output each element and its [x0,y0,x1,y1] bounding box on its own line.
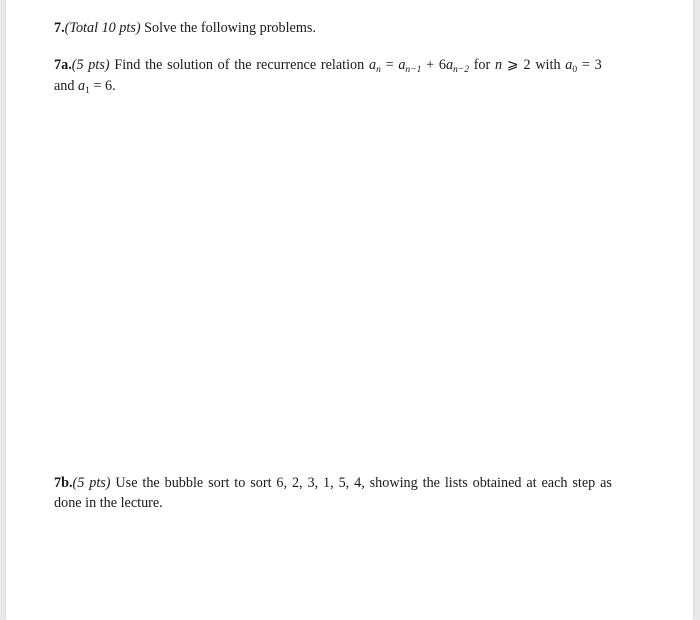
condition: n ⩾ 2 with $a_0 = 3$ [495,57,602,75]
part-b-label: 7b. [54,475,73,491]
problem-7-heading [54,19,316,37]
recurrence-equation: $a_n = a_{n-1} + 6a_{n-2}$ [368,57,469,75]
part-a-label: 7a. [54,57,72,73]
part-a-line-1: 7a.(5 pts) Find the solution of the recurrence relation $a_n = a_{n-1} + 6a_{n-2}$ for n ⩾ 2 with $a_0 = 3$ [54,57,602,75]
part-b-text: Use the bubble sort to sort 6, 2, 3, 1, 5, 4, showing the lists obtained at each step as [110,475,612,491]
part-b-line-2: done in the lecture. [54,495,163,511]
problem-instruction: Solve the following problems. [140,20,316,36]
problem-points: (Total 10 pts) [64,20,141,36]
part-a-line-2: and $a_1 = 6$. [54,78,116,96]
part-b-line-1 [54,474,612,492]
part-b-points: (5 pts) [72,475,111,491]
part-a-text: Find the solution of the recurrence relation [109,57,369,73]
part-a-points: (5 pts) [71,57,110,73]
initial-condition-a1: $a_1 = 6$. [78,78,116,96]
problem-number: 7. [54,20,65,36]
document-page [6,0,693,620]
